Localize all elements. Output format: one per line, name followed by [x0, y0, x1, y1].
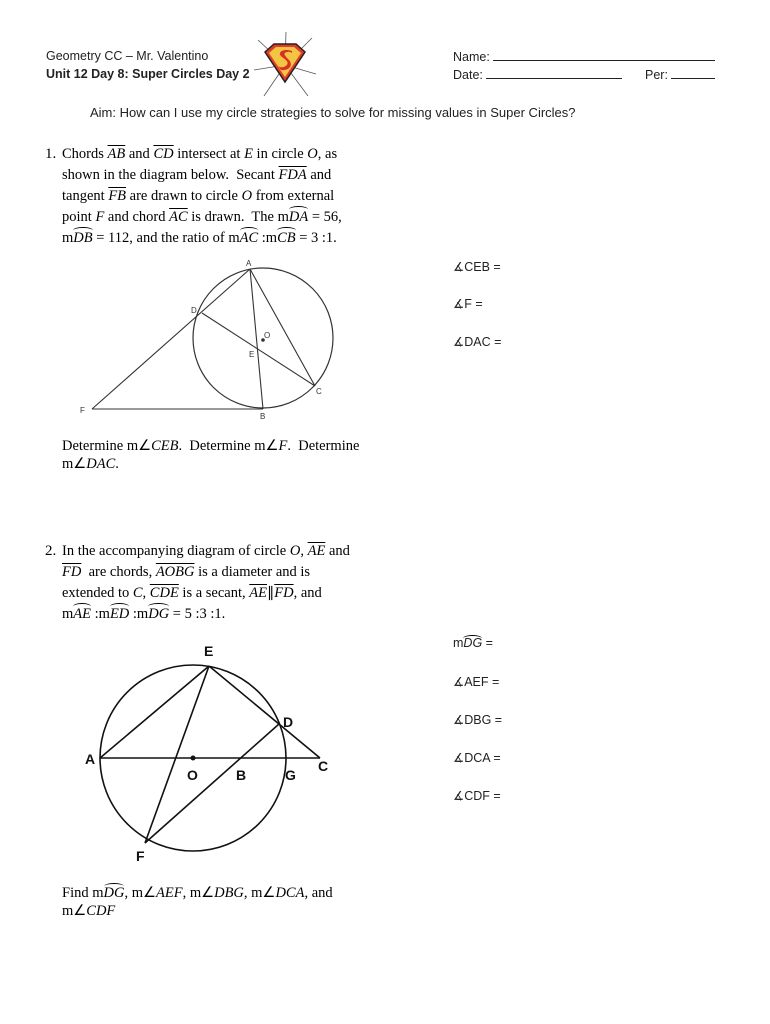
center-point-2: [191, 756, 196, 761]
label-b-2: B: [236, 767, 247, 783]
label-a-2: A: [85, 751, 96, 767]
aim-statement: Aim: How can I use my circle strategies to solve for missing values in Super Circles?: [90, 105, 576, 120]
label-a: A: [246, 259, 252, 268]
label-o: O: [264, 331, 271, 340]
label-d-2: D: [283, 714, 294, 730]
answer-dg[interactable]: mDG =: [453, 636, 493, 650]
course-title: Geometry CC – Mr. Valentino: [46, 49, 209, 63]
unit-title: Unit 12 Day 8: Super Circles Day 2: [46, 67, 250, 81]
problem1-diagram: [0, 255, 380, 430]
label-g-2: G: [285, 767, 296, 783]
name-label: Name:: [453, 50, 490, 64]
label-c: C: [316, 387, 322, 396]
problem2-text: In the accompanying diagram of circle O, $\overline{AE}$ and $\overline{FD}$ are chords, AOBG is a diameter and is extended to C, $\overline{CDE}$ is a secant, $\overline{AE}\parallel\overline{FD}$, and mAE :mED :mDG = 5 :3 :1.: [62, 541, 372, 625]
label-b: B: [260, 412, 266, 421]
period-field[interactable]: [645, 67, 715, 82]
answer-aef[interactable]: ∡AEF =: [453, 675, 500, 689]
period-label: Per:: [645, 68, 668, 82]
label-c-2: C: [318, 758, 329, 774]
answer-dca[interactable]: ∡DCA =: [453, 751, 501, 765]
problem2-number: 2.: [45, 543, 57, 559]
name-field[interactable]: [453, 49, 715, 64]
problem1-determine: Determine m∠CEB. Determine m∠F. Determine m∠DAC.: [62, 438, 360, 472]
secant-cde: [209, 666, 320, 758]
label-f-2: F: [136, 848, 145, 864]
label-o-2: O: [187, 767, 198, 783]
circle-o: [193, 268, 333, 408]
answer-dbg[interactable]: ∡DBG =: [453, 713, 503, 727]
period-line: [671, 67, 715, 79]
date-line: [486, 67, 622, 79]
label-e-2: E: [204, 643, 214, 659]
label-e: E: [249, 350, 255, 359]
date-field[interactable]: [453, 67, 622, 82]
chord-cd: [202, 313, 315, 386]
answer-ceb[interactable]: ∡CEB =: [453, 260, 501, 274]
problem1-text: Chords $\overline{AB}$ and $\overline{CD}$ intersect at E in circle O, as shown in the diagram below. Secant $\overline{FDA}$ and tangent $\overline{FB}$ are drawn to circle O from external point F and chord $\overline{AC}$ is drawn. The mDA = 56, mDB = 112, and the ratio of mAC :mCB = 3 :1.: [62, 144, 372, 249]
answer-dac[interactable]: ∡DAC =: [453, 335, 502, 349]
date-label: Date:: [453, 68, 483, 82]
label-f: F: [80, 406, 85, 415]
answer-f[interactable]: ∡F =: [453, 297, 483, 311]
label-d: D: [191, 306, 197, 315]
name-line: [493, 49, 715, 61]
chord-fd: [145, 724, 279, 843]
problem2-diagram: [0, 635, 380, 870]
secant-fda: [92, 269, 250, 409]
answer-cdf[interactable]: ∡CDF =: [453, 789, 501, 803]
problem1-number: 1.: [45, 146, 57, 162]
problem2-find: Find mDG, m∠AEF, m∠DBG, m∠DCA, and m∠CDF: [62, 885, 333, 919]
superman-logo: [250, 30, 320, 100]
